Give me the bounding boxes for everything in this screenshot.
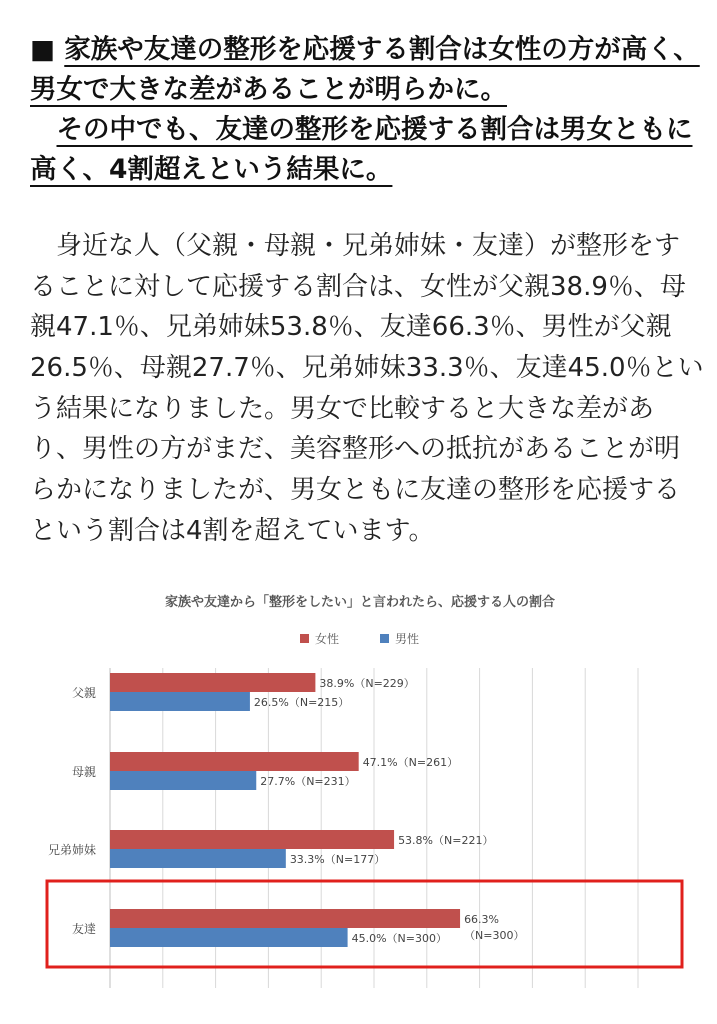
body-line: う結果になりました。男女で比較すると大きな差があ [30,393,655,424]
heading-line-2 [30,70,690,110]
legend-label-1: 男性 [395,632,420,646]
body-line: ることに対して応援する割合は、女性が父親38.9％、母 [30,271,686,302]
bar-male [110,928,348,947]
data-label: 26.5%（N=215） [253,696,350,709]
bar-female [110,909,460,928]
heading-line-text: その中でも、友達の整形を応援する割合は男女ともに [56,114,693,145]
article-heading [30,30,700,190]
bar-male [110,849,286,868]
body-line: らかになりましたが、男女ともに友達の整形を応援する [30,475,681,506]
body-line: 親47.1％、兄弟姉妹53.8％、友達66.3％、男性が父親 [30,312,672,343]
bar-female [110,830,394,849]
body-line: という割合は4割を超えています。 [30,515,435,546]
data-label: 38.9%（N=229） [319,677,415,690]
bar-chart-svg [30,578,690,1008]
bar-female [110,752,359,771]
heading-line-1 [30,30,700,70]
bar-male [110,692,250,711]
heading-line-prefix [30,114,57,145]
legend-swatch-0 [300,634,309,643]
data-label: 27.7%（N=231） [260,775,356,788]
category-label: 兄弟姉妹 [47,843,96,857]
data-label: 53.8%（N=221） [398,834,494,847]
heading-line-text: 家族や友達の整形を応援する割合は女性の方が高く、 [64,34,700,65]
data-label: 66.3% [464,913,500,926]
body-line: 身近な人（父親・母親・兄弟姉妹・友達）が整形をす [30,231,681,261]
data-label-extra: （N=300） [464,929,525,942]
heading-line-text: 男女で大きな差があることが明らかに。 [30,74,507,105]
data-label: 33.3%（N=177） [289,853,386,866]
body-line: り、男性の方がまだ、美容整形への抵抗があることが明 [30,434,681,465]
category-label: 母親 [71,765,96,779]
chart-title: 家族や友達から「整形をしたい」と言われたら、応援する人の割合 [164,595,556,610]
support-rate-chart [30,578,690,1008]
data-label: 45.0%（N=300） [351,932,447,945]
data-label: 47.1%（N=261） [362,756,459,769]
bar-female [110,673,315,692]
heading-line-3 [30,110,693,150]
category-label: 父親 [71,686,96,700]
legend-swatch-1 [380,634,389,643]
legend-label-0: 女性 [315,632,340,646]
bar-male [110,771,256,790]
category-label: 友達 [71,922,96,936]
heading-line-text: 高く、4割超えという結果に。 [30,154,393,185]
body-line: 26.5％、母親27.7％、兄弟姉妹33.3％、友達45.0％とい [30,353,704,384]
square-bullet-icon: ■ [30,34,65,65]
article-body [30,226,704,552]
heading-line-4 [30,150,690,190]
